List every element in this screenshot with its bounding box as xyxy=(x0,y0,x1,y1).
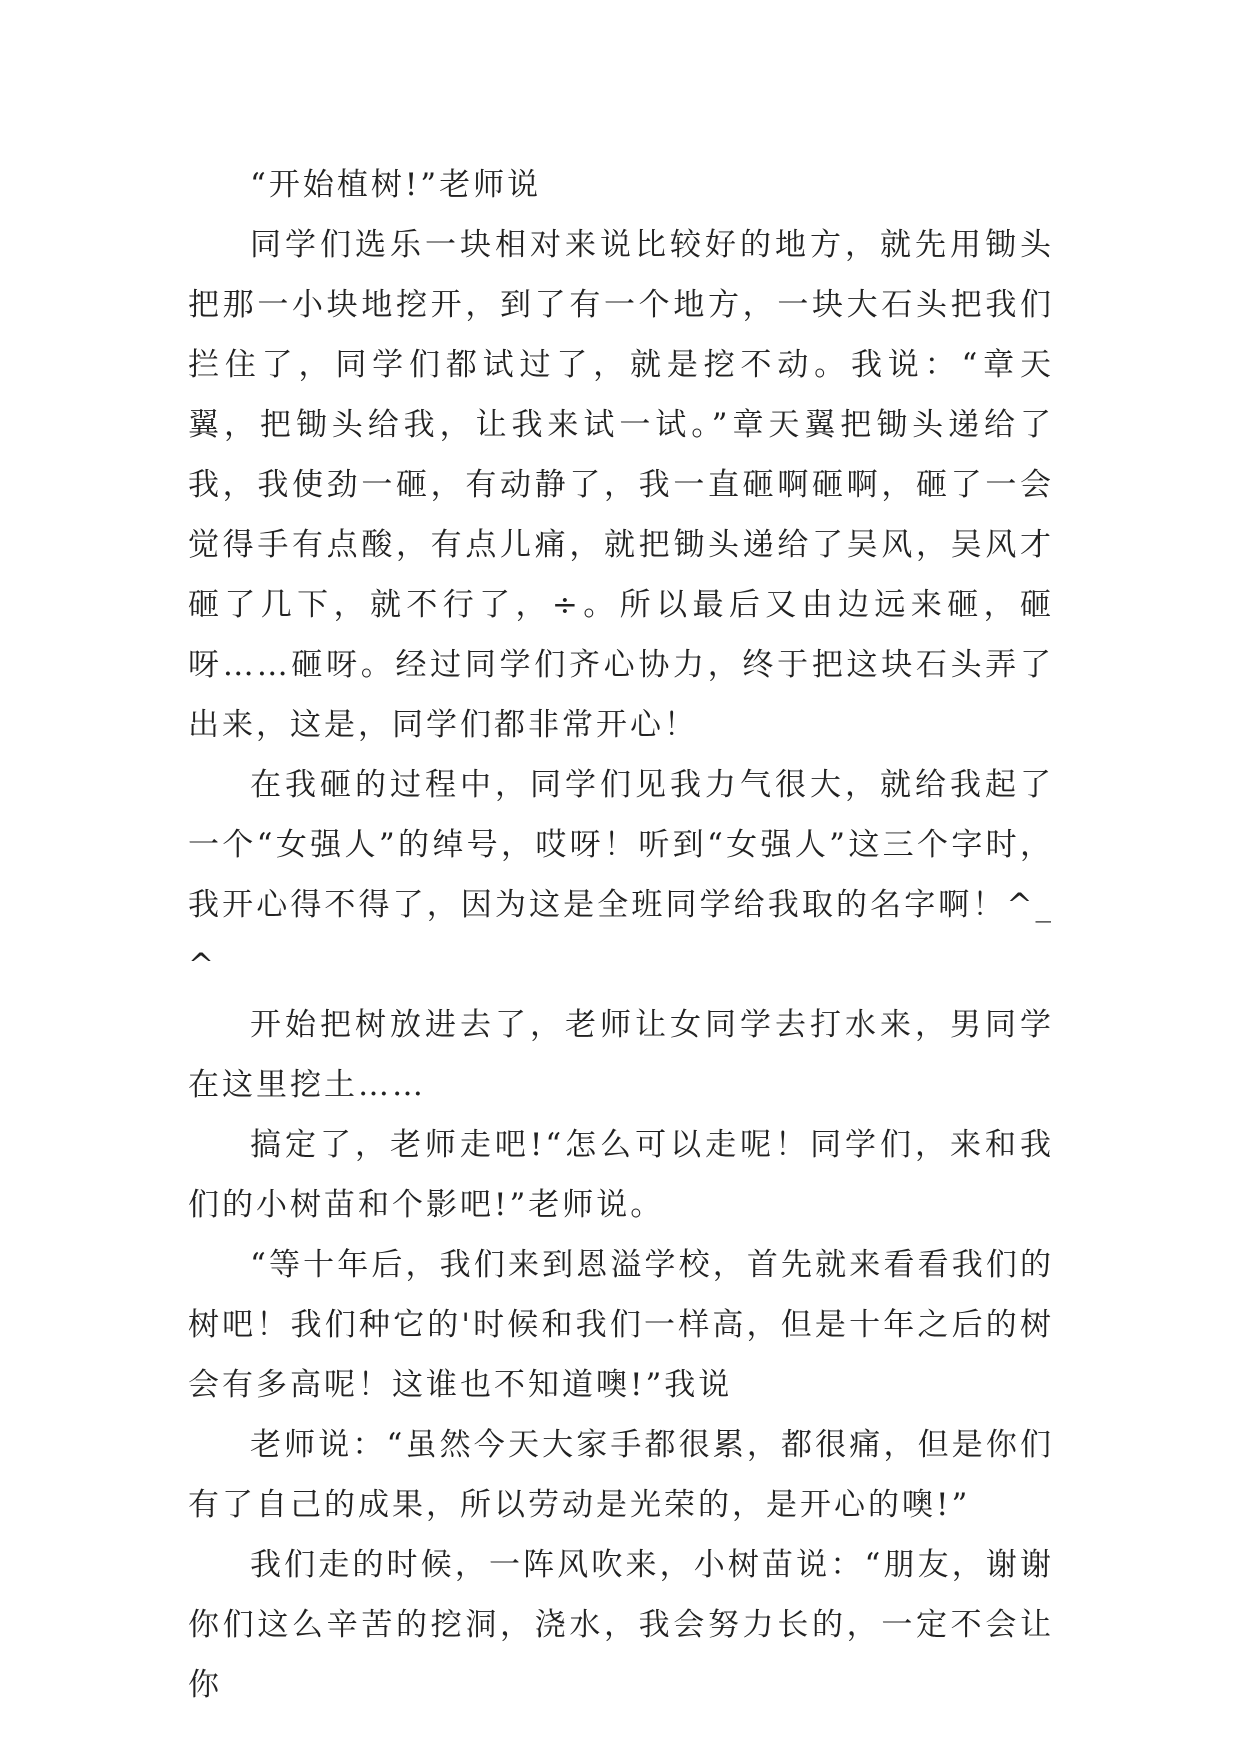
paragraph: “等十年后，我们来到恩溢学校，首先就来看看我们的树吧！我们种它的'时候和我们一样高，但是十年之后的树会有多高呢！这谁也不知道噢!”我说 xyxy=(188,1247,1054,1403)
document-body xyxy=(188,155,1054,1715)
paragraph: 老师说：“虽然今天大家手都很累，都很痛，但是你们有了自己的成果，所以劳动是光荣的，是开心的噢!” xyxy=(188,1427,1054,1523)
paragraph: “开始植树!”老师说 xyxy=(250,167,542,203)
paragraph: 在我砸的过程中，同学们见我力气很大，就给我起了一个“女强人”的绰号，哎呀！听到“女强人”这三个字时，我开心得不得了，因为这是全班同学给我取的名字啊！^_^ xyxy=(188,767,1054,983)
paragraph: 同学们选乐一块相对来说比较好的地方，就先用锄头把那一小块地挖开，到了有一个地方，一块大石头把我们拦住了，同学们都试过了，就是挖不动。我说：“章天翼，把锄头给我，让我来试一试。”章天翼把锄头递给了我，我使劲一砸，有动静了，我一直砸啊砸啊，砸了一会觉得手有点酸，有点儿痛，就把锄头递给了吴风，吴风才砸了几下，就不行了，÷。所以最后又由边远来砸，砸呀……砸呀。经过同学们齐心协力，终于把这块石头弄了出来，这是，同学们都非常开心！ xyxy=(188,227,1054,743)
paragraph: 我们走的时候，一阵风吹来，小树苗说：“朋友，谢谢你们这么辛苦的挖洞，浇水，我会努力长的，一定不会让你 xyxy=(188,1547,1054,1703)
paragraph: 搞定了，老师走吧!“怎么可以走呢！同学们，来和我们的小树苗和个影吧!”老师说。 xyxy=(188,1127,1054,1223)
paragraph: 开始把树放进去了，老师让女同学去打水来，男同学在这里挖土…… xyxy=(188,1007,1054,1103)
